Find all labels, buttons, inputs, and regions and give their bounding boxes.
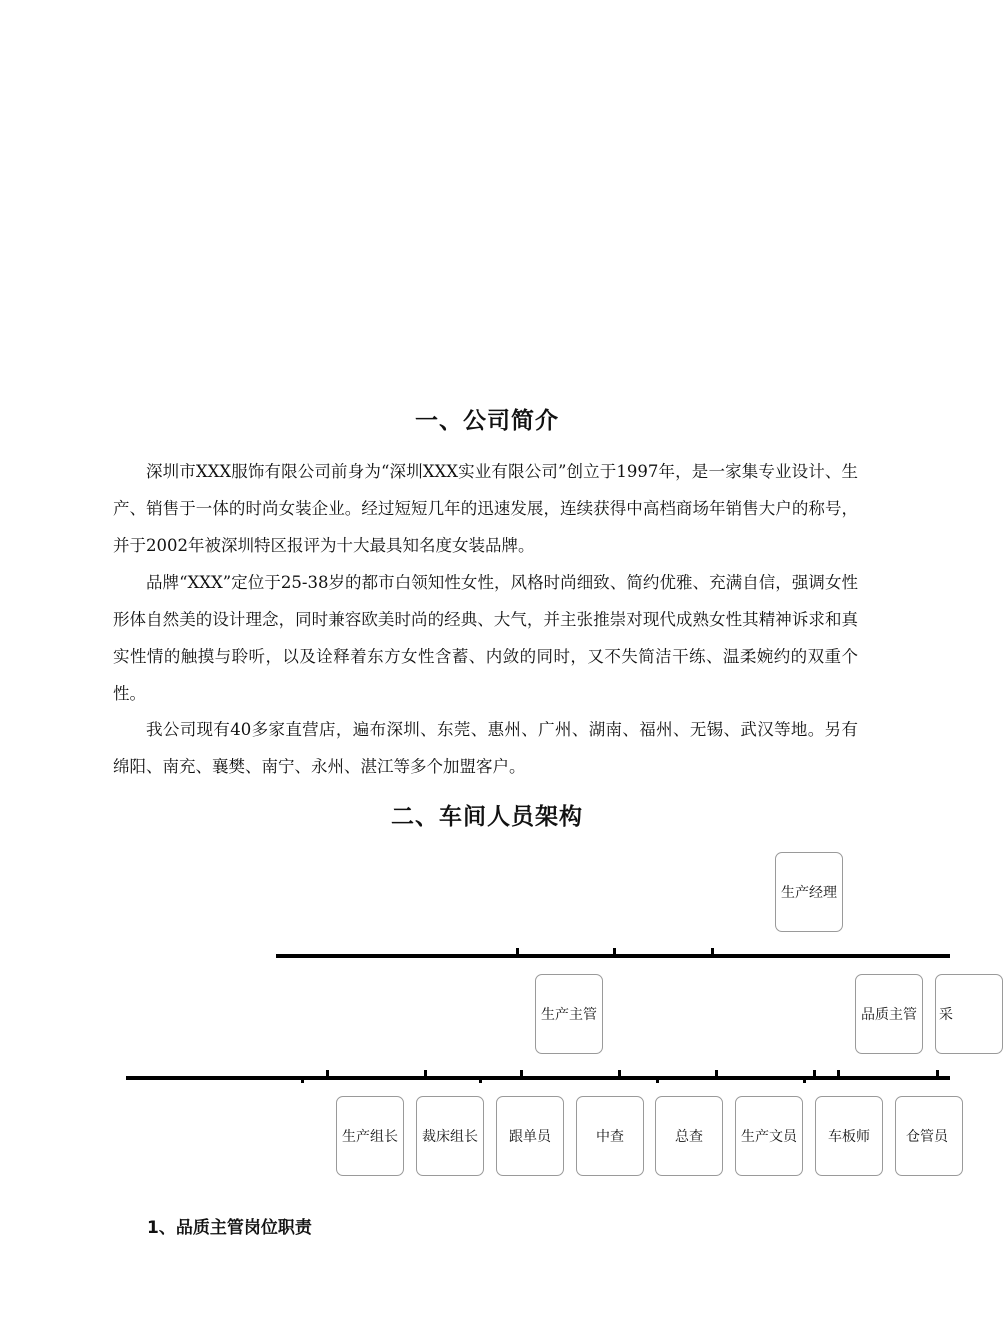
- org-connector-tick: [613, 948, 616, 955]
- intro-paragraph-1: 深圳市XXX服饰有限公司前身为“深圳XXX实业有限公司”创立于1997年，是一家集专业设计、生产、销售于一体的时尚女装企业。经过短短几年的迅速发展，连续获得中高档商场年销售大户的称号，并于2002年被深圳特区报评为十大最具知名度女装品牌。: [113, 462, 858, 555]
- org-connector-tick: [711, 948, 714, 955]
- org-node-production-manager: 生产经理: [775, 852, 843, 932]
- org-connector-tick: [479, 1076, 482, 1083]
- section-heading-company-intro: 一、公司简介: [415, 408, 559, 434]
- org-node-production-team-leader: 生产组长: [336, 1096, 404, 1176]
- org-connector-tick: [715, 1070, 718, 1077]
- org-node-mid-inspection: 中查: [576, 1096, 644, 1176]
- subsection-heading-quality-supervisor-duties: 1、品质主管岗位职责: [147, 1218, 312, 1238]
- org-node-merchandiser: 跟单员: [496, 1096, 564, 1176]
- org-node-warehouse-keeper: 仓管员: [895, 1096, 963, 1176]
- org-connector-tick: [936, 1070, 939, 1077]
- org-connector-tick: [516, 948, 519, 955]
- intro-paragraph-2: 品牌“XXX”定位于25-38岁的都市白领知性女性，风格时尚细致、简约优雅、充满自信，强调女性形体自然美的设计理念，同时兼容欧美时尚的经典、大气，并主张推崇对现代成熟女性其精神诉求和真实性情的触摸与聆听，以及诠释着东方女性含蓄、内敛的同时，又不失简洁干练、温柔婉约的双重个性。: [113, 573, 858, 703]
- org-connector-line: [126, 1076, 950, 1080]
- org-connector-tick: [803, 1076, 806, 1083]
- org-connector-tick: [837, 1070, 840, 1077]
- org-node-production-clerk: 生产文员: [735, 1096, 803, 1176]
- org-connector-tick: [618, 1070, 621, 1077]
- org-connector-tick: [520, 1070, 523, 1077]
- org-node-quality-supervisor: 品质主管: [855, 974, 923, 1054]
- org-connector-tick: [326, 1070, 329, 1077]
- org-node-sample-maker: 车板师: [815, 1096, 883, 1176]
- org-node-production-supervisor: 生产主管: [535, 974, 603, 1054]
- org-connector-tick: [424, 1070, 427, 1077]
- org-node-final-inspection: 总查: [655, 1096, 723, 1176]
- org-node-cutting-team-leader: 裁床组长: [416, 1096, 484, 1176]
- intro-paragraph-3: 我公司现有40多家直营店，遍布深圳、东莞、惠州、广州、湖南、福州、无锡、武汉等地。另有绵阳、南充、襄樊、南宁、永州、湛江等多个加盟客户。: [113, 720, 858, 776]
- org-connector-tick: [656, 1076, 659, 1083]
- section-heading-workshop-structure: 二、车间人员架构: [391, 804, 583, 830]
- org-connector-tick: [301, 1076, 304, 1083]
- org-node-purchasing: 采: [935, 974, 1003, 1054]
- org-connector-tick: [813, 1070, 816, 1077]
